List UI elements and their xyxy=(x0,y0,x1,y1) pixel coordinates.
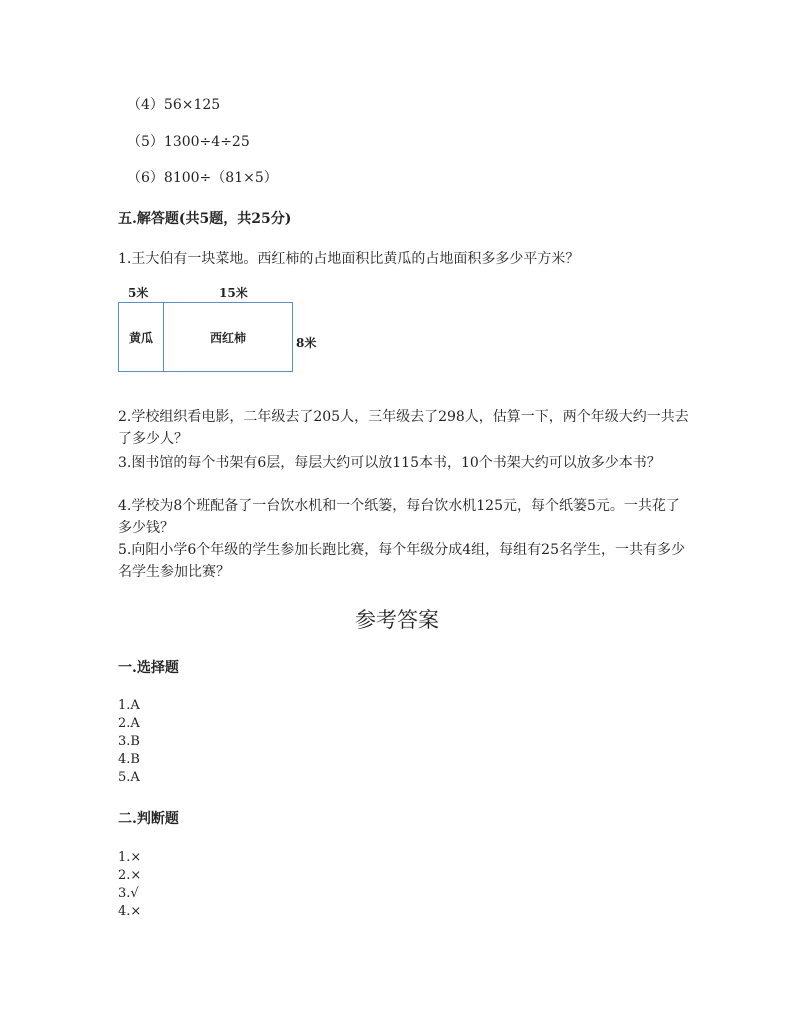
answer-item: 1.A xyxy=(118,698,140,713)
answer-item: 5.A xyxy=(118,770,140,785)
cucumber-area: 黄瓜 xyxy=(119,303,164,371)
answer-item: 3.B xyxy=(118,734,140,749)
calculation-6 xyxy=(127,167,278,187)
calculation-expression: 8100÷（81×5） xyxy=(163,170,278,186)
calculation-number: （4） xyxy=(127,97,164,113)
calculation-number: （6） xyxy=(127,170,164,186)
calculation-number: （5） xyxy=(127,134,164,150)
calculation-4 xyxy=(127,94,220,114)
answers-title: 参考答案 xyxy=(355,608,439,632)
question-5: 5.向阳小学6个年级的学生参加长跑比赛，每个年级分成4组，每组有25名学生，一共有多少名学生参加比赛？ xyxy=(118,542,685,580)
question-1: 1.王大伯有一块菜地。西红柿的占地面积比黄瓜的占地面积多多少平方米？ xyxy=(118,251,580,267)
width-right-label: 15米 xyxy=(219,286,248,300)
answer-item: 4.B xyxy=(118,752,140,767)
calculation-expression: 1300÷4÷25 xyxy=(163,134,250,150)
garden-diagram xyxy=(116,282,326,377)
section-heading: 五.解答题(共5题，共25分) xyxy=(118,211,292,227)
width-left-label: 5米 xyxy=(128,286,149,300)
choice-answers-list xyxy=(118,697,140,787)
garden-rectangle xyxy=(118,302,293,372)
calculation-expression: 56×125 xyxy=(163,97,221,113)
question-3: 3.图书馆的每个书架有6层，每层大约可以放115本书，10个书架大约可以放多少本书？ xyxy=(118,455,661,471)
judge-answers-list xyxy=(118,849,141,921)
answer-item: 2.× xyxy=(118,868,142,883)
tomato-area: 西红柿 xyxy=(209,330,246,345)
answer-item: 4.× xyxy=(118,904,142,919)
choice-answers-heading: 一.选择题 xyxy=(118,660,179,676)
calculation-5 xyxy=(127,131,250,151)
question-4: 4.学校为8个班配备了一台饮水机和一个纸篓，每台饮水机125元，每个纸篓5元。一共花了多少钱？ xyxy=(118,498,680,536)
answer-item: 2.A xyxy=(118,716,140,731)
answer-item: 1.× xyxy=(118,850,142,865)
judge-answers-heading: 二.判断题 xyxy=(118,811,179,827)
question-2: 2.学校组织看电影，二年级去了205人，三年级去了298人，估算一下，两个年级大约一共去了多少人？ xyxy=(118,409,689,447)
answer-item: 3.√ xyxy=(118,886,139,901)
height-label: 8米 xyxy=(296,336,317,350)
